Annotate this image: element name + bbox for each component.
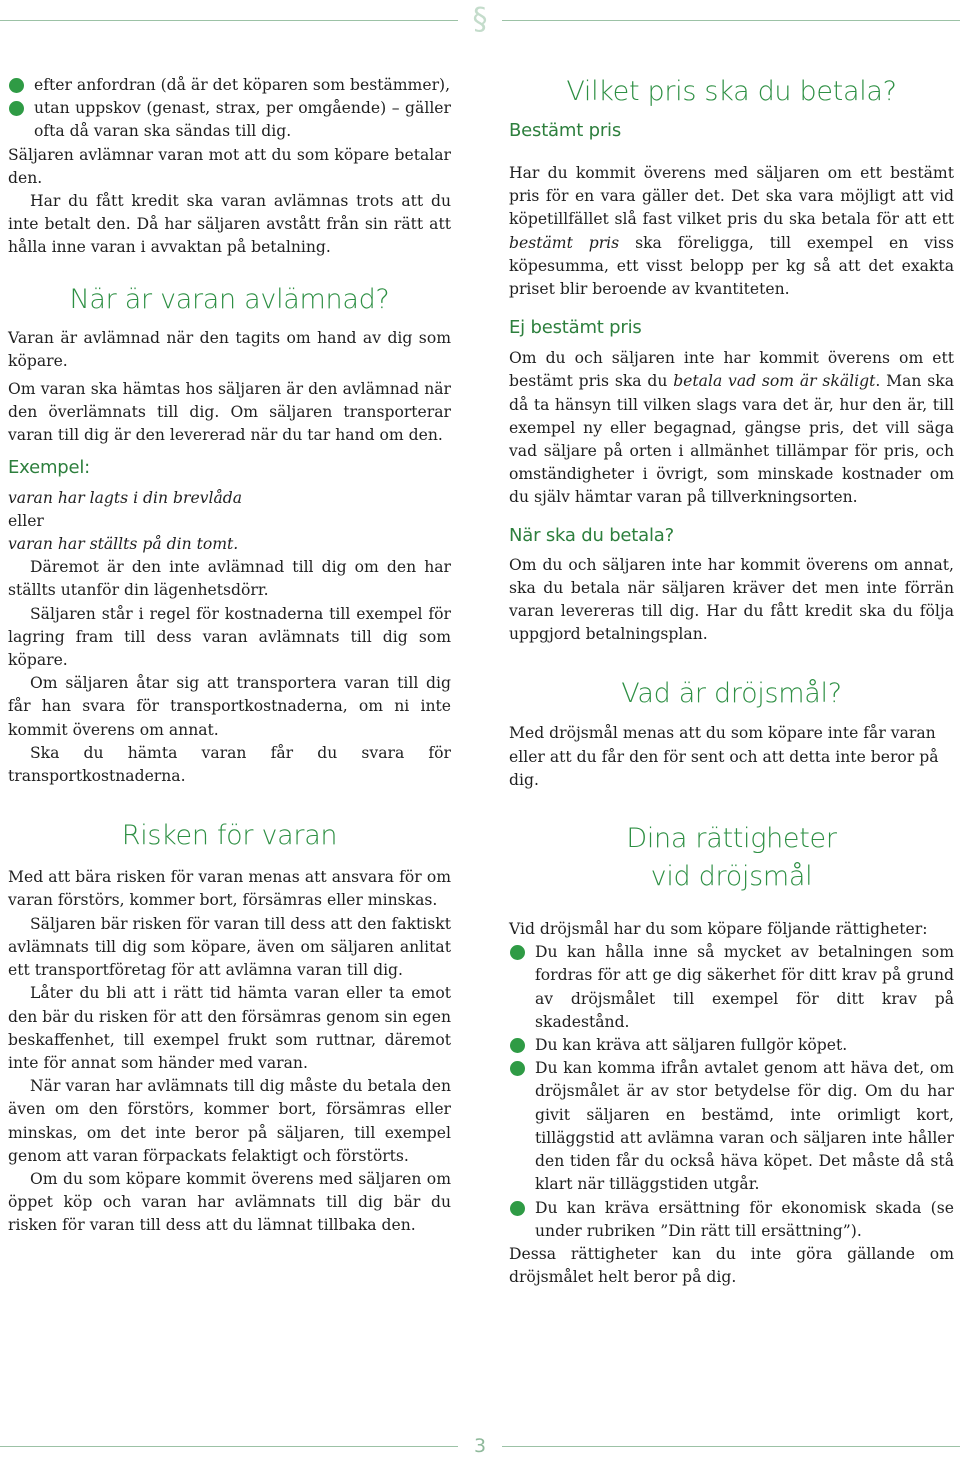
paragraph: Har du fått kredit ska varan avlämnas trots att du inte betalt den. Då har säljaren avstått från sin rätt att hålla inne varan i avvaktan på betalning.: [8, 192, 451, 257]
page-number: 3: [473, 1435, 487, 1457]
paragraph: Dessa rättigheter kan du inte göra gällande om dröjsmålet helt beror på dig.: [509, 1244, 954, 1287]
paragraph: Med dröjsmål menas att du som köpare inte får varan eller att du får den för sent och att detta inte beror på dig.: [509, 724, 939, 789]
list-item: Du kan hålla inne så mycket av betalningen som fordras för att ge dig säkerhet för ditt krav på grund av dröjsmålet till exempel för ditt krav på skadestånd.: [509, 941, 954, 1034]
paragraph: Däremot är den inte avlämnad till dig om den har ställts utanför din lägenhetsdörr.: [8, 558, 451, 600]
list-item: utan uppskov (genast, strax, per omgående) – gäller ofta då varan ska sändas till dig.: [8, 97, 451, 143]
heading-drojsmal: Vad är dröjsmål?: [621, 678, 842, 710]
paragraph: Varan är avlämnad när den tagits om hand av dig som köpare.: [8, 328, 451, 370]
bullet-icon: [510, 1061, 525, 1076]
paragraph: När varan har avlämnats till dig måste du betala den även om den förstörs, kommer bort, försämras eller minskas, om det inte beror på säljaren, till exempel genom att varan förpackats felaktigt och förstörts.: [8, 1077, 451, 1165]
bullet-icon: [510, 1201, 525, 1216]
header-rule-right: [502, 20, 960, 21]
list-item: Du kan kräva att säljaren fullgör köpet.: [509, 1034, 954, 1057]
paragraph: Säljaren står i regel för kostnaderna till exempel för lagring fram till dess varan avlämnats till dig som köpare.: [8, 604, 451, 670]
bullet-icon: [510, 1038, 525, 1053]
bullet-icon: [9, 78, 24, 93]
bullet-icon: [510, 945, 525, 960]
list-item: Du kan kräva ersättning för ekonomisk skada (se under rubriken ”Din rätt till ersättning”).: [509, 1197, 954, 1243]
paragraph: Vid dröjsmål har du som köpare följande rättigheter:: [509, 920, 928, 939]
heading-bestamt-pris: Bestämt pris: [509, 120, 622, 141]
heading-risken: Risken för varan: [121, 820, 338, 852]
section-symbol: §: [472, 2, 488, 37]
heading-avlamnad: När är varan avlämnad?: [69, 283, 390, 315]
paragraph: Ska du hämta varan får du svara för transportkostnaderna.: [8, 743, 451, 786]
paragraph: Om du som köpare kommit överens med säljaren om öppet köp och varan har avlämnats till dig bär du risken för varan till dess att du lämnat tillbaka den.: [8, 1169, 451, 1235]
paragraph: Om du och säljaren inte har kommit överens om annat, ska du betala när säljaren kräver det men inte förrän varan levereras till dig. Har du fått kredit ska du följa uppgjord betalningsplan.: [509, 555, 954, 644]
paragraph: Har du kommit överens med säljaren om ett bestämt pris för en vara gäller det. Det ska vara möjligt att vid köpetillfället slå fast vilket pris du ska betala för att ett bestämt pris ska föreligga, till exempel en viss köpesumma, ett visst belopp per kg så att det exakta priset blir beroende av kvantiteten.: [509, 164, 955, 299]
paragraph: Med att bära risken för varan menas att ansvara för om varan förstörs, kommer bort, försämras eller minskas.: [8, 868, 451, 910]
paragraph: Säljaren bär risken för varan till dess att den faktiskt avlämnats till dig som köpare, även om säljaren anlitat ett transportföretag för att avlämna varan till dig.: [8, 914, 451, 980]
paragraph: Säljaren avlämnar varan mot att du som köpare betalar den.: [8, 145, 451, 187]
example-line: varan har ställts på din tomt.: [8, 535, 239, 554]
footer-rule-left: [0, 1446, 458, 1447]
header-rule-left: [0, 20, 458, 21]
bullet-icon: [9, 101, 24, 116]
rights-list: [509, 941, 954, 1243]
example-or: eller: [8, 511, 44, 530]
heading-exempel: Exempel:: [8, 456, 91, 478]
paragraph: Om varan ska hämtas hos säljaren är den avlämnad när den överlämnats till dig. Om säljaren transporterar varan till dig är den levererad när du tar hand om den.: [8, 380, 451, 445]
heading-nar-betala: När ska du betala?: [509, 524, 674, 546]
delivery-terms-list: [8, 74, 451, 144]
heading-pris: Vilket pris ska du betala?: [566, 76, 897, 107]
list-item: Du kan komma ifrån avtalet genom att häva det, om dröjsmålet är av stor betydelse för dig. Om du har givit säljaren en bestämd, inte orimligt kort, tilläggstid att avlämna varan och säljaren inte håller den tiden får du också häva köpet. Det måste då stå klart när tilläggstiden utgår.: [509, 1057, 954, 1196]
heading-ej-bestamt-pris: Ej bestämt pris: [509, 317, 642, 339]
list-item: efter anfordran (då är det köparen som bestämmer),: [8, 74, 451, 97]
paragraph: Låter du bli att i rätt tid hämta varan eller ta emot den bär du risken för att den försämras genom sin egen beskaffenhet, till exempel frukt som ruttnar, däremot inte för annat som händer med varan.: [8, 984, 451, 1072]
footer-rule-right: [502, 1446, 960, 1447]
right-column: [509, 74, 954, 1289]
paragraph: Om du och säljaren inte har kommit överens om ett bestämt pris ska du betala vad som är skäligt. Man ska då ta hänsyn till vilken slags vara det är, hur den är, till exempel ny eller begagnad, gängse pris, det vill säga vad säljare på orten i allmänhet tillämpar för pris, och omständigheter i övrigt, som minskade kostnader om du själv hämtar varan på tillverkningsorten.: [509, 349, 954, 507]
paragraph: Om säljaren åtar sig att transportera varan till dig får han svara för transportkostnaderna, om ni inte kommit överens om annat.: [8, 674, 451, 739]
left-column: [8, 74, 451, 1238]
heading-dina-rattigheter: Dina rättigheter vid dröjsmål: [626, 823, 837, 893]
example-line: varan har lagts i din brevlåda: [8, 488, 243, 507]
